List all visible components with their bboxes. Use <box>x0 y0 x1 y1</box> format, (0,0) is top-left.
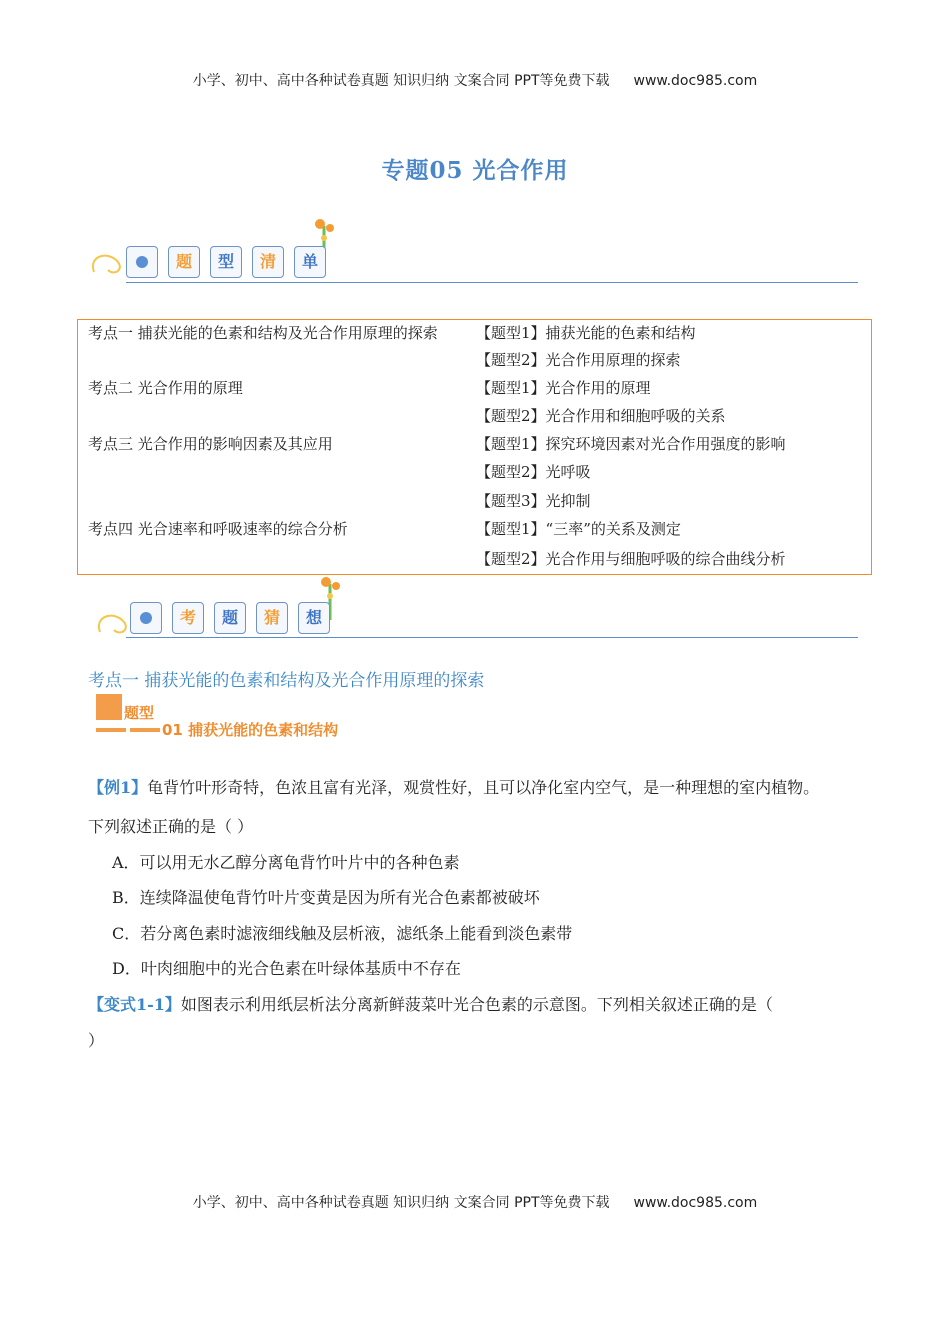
header-text: 小学、初中、高中各种试卷真题 知识归纳 文案合同 PPT等免费下载 <box>192 73 610 89</box>
banner-char: 考 <box>172 602 204 634</box>
banner-rule <box>126 637 858 638</box>
tixing-item: 【题型2】光合作用和细胞呼吸的关系 <box>476 407 726 425</box>
example-tag: 【例1】 <box>88 778 148 797</box>
banner-char: 题 <box>214 602 246 634</box>
option-b: B．连续降温使龟背竹叶片变黄是因为所有光合色素都被破坏 <box>112 888 540 907</box>
banner-rule <box>126 282 858 283</box>
tixing-item: 【题型2】光合作用原理的探索 <box>476 351 681 369</box>
example-stem-text: 龟背竹叶形奇特，色浓且富有光泽，观赏性好，且可以净化室内空气，是一种理想的室内植物。 <box>147 778 820 797</box>
banner-icon-box <box>126 246 158 278</box>
footer-url[interactable]: www.doc985.com <box>633 1195 758 1211</box>
variant-stem-2: ） <box>88 1031 105 1050</box>
tixing-item: 【题型1】光合作用的原理 <box>476 379 651 397</box>
banner-char: 题 <box>168 246 200 278</box>
orange-square-icon <box>96 694 122 720</box>
variant-stem <box>88 994 868 1016</box>
tixing-label: 题型 <box>124 704 155 722</box>
variant-tag: 【变式1-1】 <box>88 995 181 1014</box>
option-a: A．可以用无水乙醇分离龟背竹叶片中的各种色素 <box>112 853 460 872</box>
banner-char: 想 <box>298 602 330 634</box>
banner-question-types <box>88 216 858 286</box>
banner-char: 型 <box>210 246 242 278</box>
header-url[interactable]: www.doc985.com <box>633 73 758 89</box>
document-title: 专题05 光合作用 <box>381 157 569 184</box>
example-stem <box>88 777 868 799</box>
banner-char: 单 <box>294 246 326 278</box>
tixing-label-block <box>96 694 396 738</box>
banner-exam-guess <box>88 574 858 644</box>
page-header <box>0 70 950 90</box>
banner-icon-box <box>130 602 162 634</box>
tixing-item: 【题型1】“三率”的关系及测定 <box>476 520 681 538</box>
kaodian-2: 考点二 光合作用的原理 <box>88 379 243 397</box>
option-c: C．若分离色素时滤液细线触及层析液，滤纸条上能看到淡色素带 <box>112 924 573 943</box>
tixing-item: 【题型1】探究环境因素对光合作用强度的影响 <box>476 435 786 453</box>
tixing-title: 01 捕获光能的色素和结构 <box>162 721 339 739</box>
example-stem-2: 下列叙述正确的是（ ） <box>88 817 254 836</box>
topic-table <box>77 319 872 575</box>
decorative-bar <box>96 728 126 732</box>
kaodian-4: 考点四 光合速率和呼吸速率的综合分析 <box>88 520 348 538</box>
circle-icon <box>136 256 148 268</box>
banner-char: 猜 <box>256 602 288 634</box>
page-footer <box>0 1192 950 1212</box>
banner-char: 清 <box>252 246 284 278</box>
tixing-item: 【题型3】光抑制 <box>476 492 591 510</box>
tixing-item: 【题型2】光呼吸 <box>476 463 591 481</box>
section-heading: 考点一 捕获光能的色素和结构及光合作用原理的探索 <box>88 671 485 691</box>
circle-icon <box>140 612 152 624</box>
option-d: D．叶肉细胞中的光合色素在叶绿体基质中不存在 <box>112 959 461 978</box>
footer-text: 小学、初中、高中各种试卷真题 知识归纳 文案合同 PPT等免费下载 <box>192 1195 610 1211</box>
decorative-bar <box>130 728 160 732</box>
kaodian-1: 考点一 捕获光能的色素和结构及光合作用原理的探索 <box>88 324 438 342</box>
tixing-item: 【题型2】光合作用与细胞呼吸的综合曲线分析 <box>476 550 786 568</box>
variant-stem-text: 如图表示利用纸层析法分离新鲜菠菜叶光合色素的示意图。下列相关叙述正确的是（ <box>180 995 773 1014</box>
kaodian-3: 考点三 光合作用的影响因素及其应用 <box>88 435 333 453</box>
tixing-item: 【题型1】捕获光能的色素和结构 <box>476 324 696 342</box>
